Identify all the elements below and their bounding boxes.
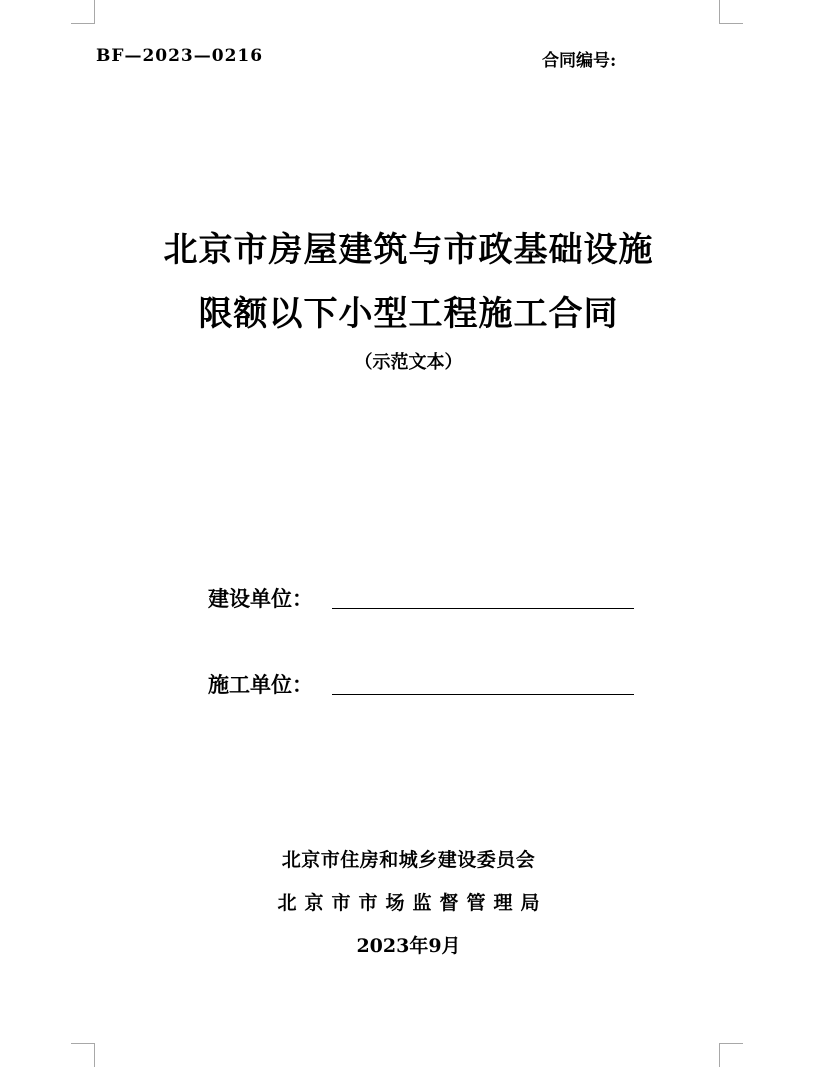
issuer-line-1: 北京市住房和城乡建设委员会 [281, 849, 536, 871]
issue-date: 2023年9月 [356, 935, 461, 957]
crop-mark-bottom-right [719, 1043, 743, 1067]
crop-mark-top-right [719, 0, 743, 24]
issuer-line-2: 北京市市场监督管理局 [277, 892, 548, 914]
subtitle: （示范文本） [354, 352, 463, 373]
construction-unit-blank [332, 608, 634, 609]
crop-mark-top-left [71, 0, 95, 24]
construction-unit-label: 建设单位： [208, 586, 313, 611]
title-line-1: 北京市房屋建筑与市政基础设施 [163, 230, 654, 270]
contractor-unit-blank [332, 694, 634, 695]
title-line-2: 限额以下小型工程施工合同 [198, 294, 619, 334]
contract-number-label: 合同编号: [542, 51, 617, 71]
contractor-unit-label: 施工单位： [208, 672, 313, 697]
crop-mark-bottom-left [71, 1043, 95, 1067]
document-number: BF—2023—0216 [96, 46, 264, 66]
